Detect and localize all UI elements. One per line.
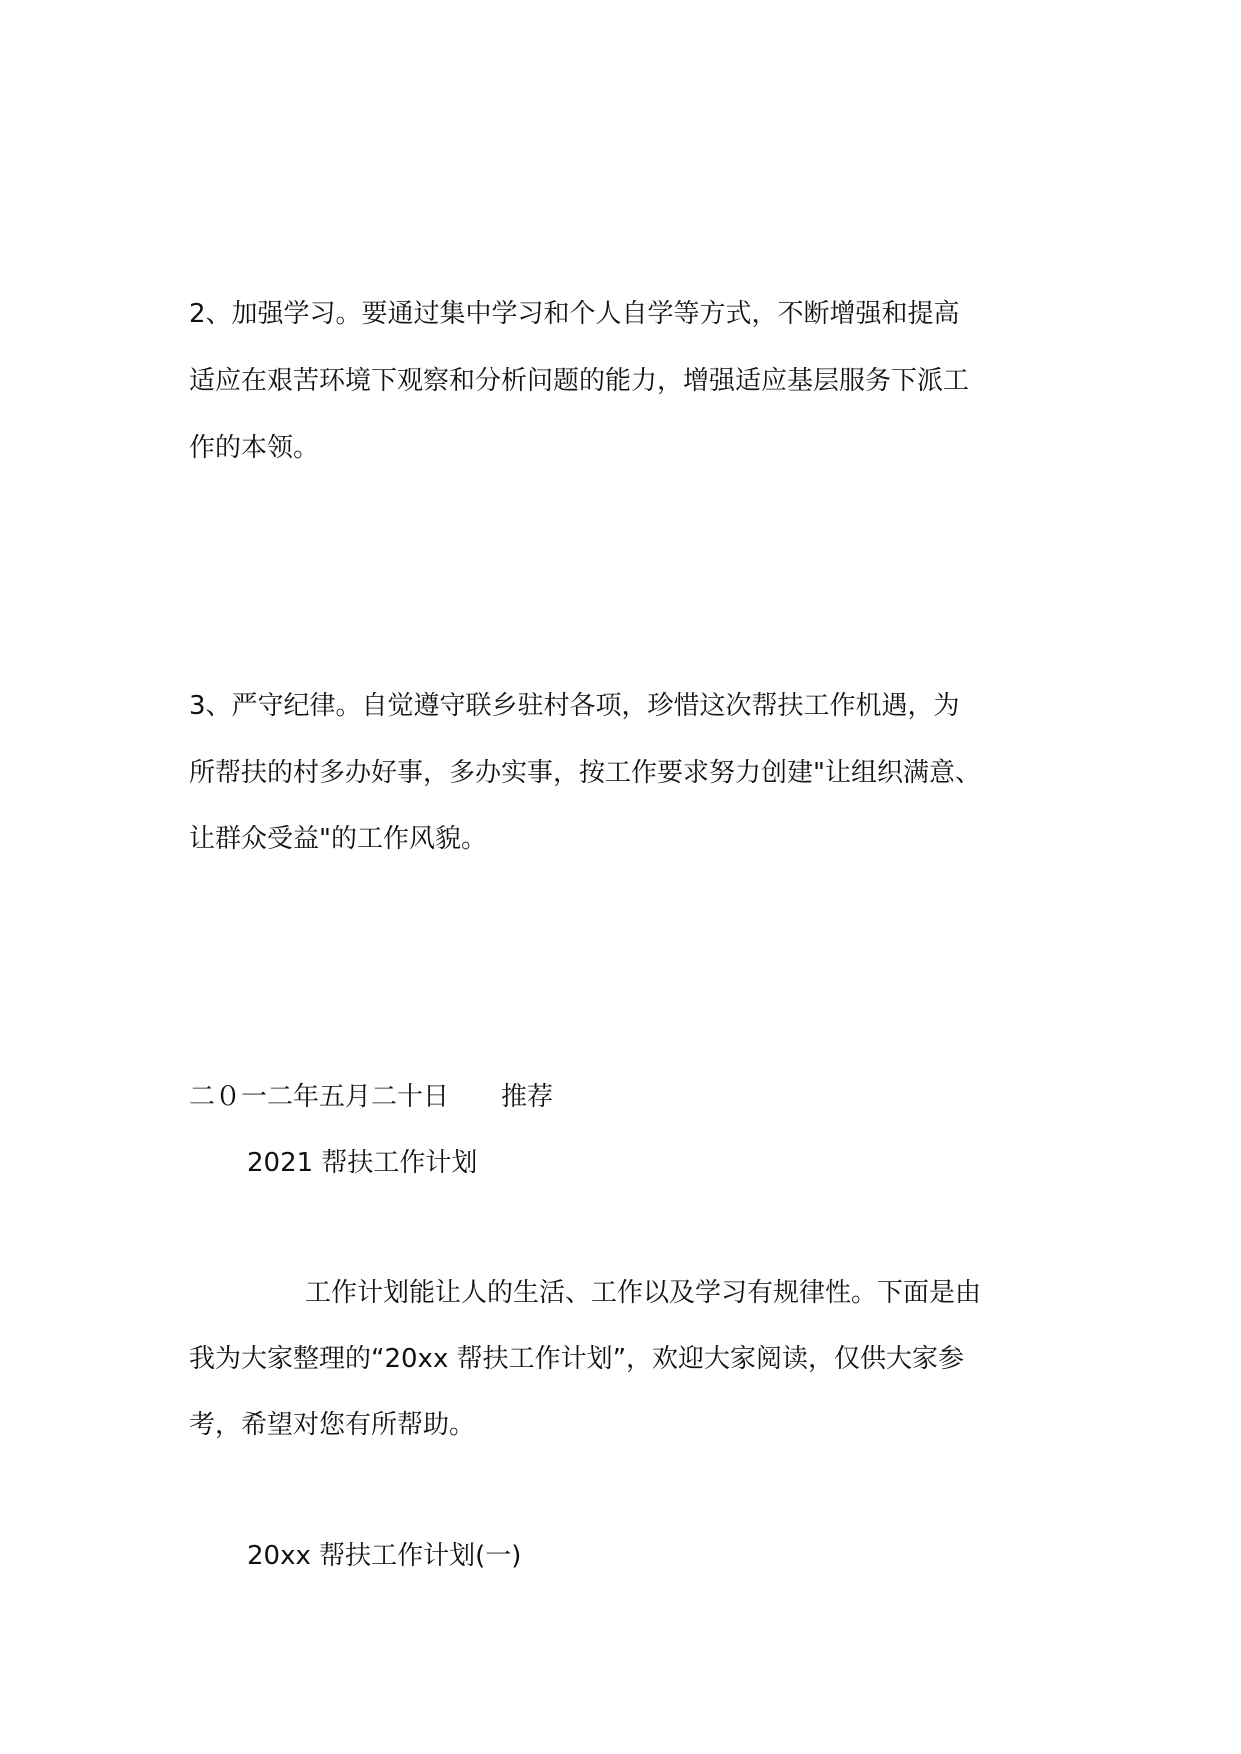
intro-line3: 考，希望对您有所帮助。	[189, 1410, 476, 1440]
intro-line2: 我为大家整理的“20xx 帮扶工作计划”，欢迎大家阅读，仅供大家参	[189, 1344, 965, 1374]
item3-line2: 所帮扶的村多办好事，多办实事，按工作要求努力创建"让组织满意、	[189, 758, 981, 788]
date-line: 二０一二年五月二十日 推荐	[189, 1082, 554, 1112]
section-subtitle: 20xx 帮扶工作计划(一)	[247, 1541, 522, 1571]
item3-line3: 让群众受益"的工作风貌。	[189, 824, 487, 854]
document-title: 2021 帮扶工作计划	[247, 1148, 478, 1178]
item3-line1: 3、严守纪律。自觉遵守联乡驻村各项，珍惜这次帮扶工作机遇，为	[189, 691, 960, 721]
item2-line2: 适应在艰苦环境下观察和分析问题的能力，增强适应基层服务下派工	[189, 366, 970, 396]
intro-line1: 工作计划能让人的生活、工作以及学习有规律性。下面是由	[305, 1278, 982, 1308]
item2-line3: 作的本领。	[189, 433, 320, 463]
item2-line1: 2、加强学习。要通过集中学习和个人自学等方式，不断增强和提高	[189, 299, 960, 329]
